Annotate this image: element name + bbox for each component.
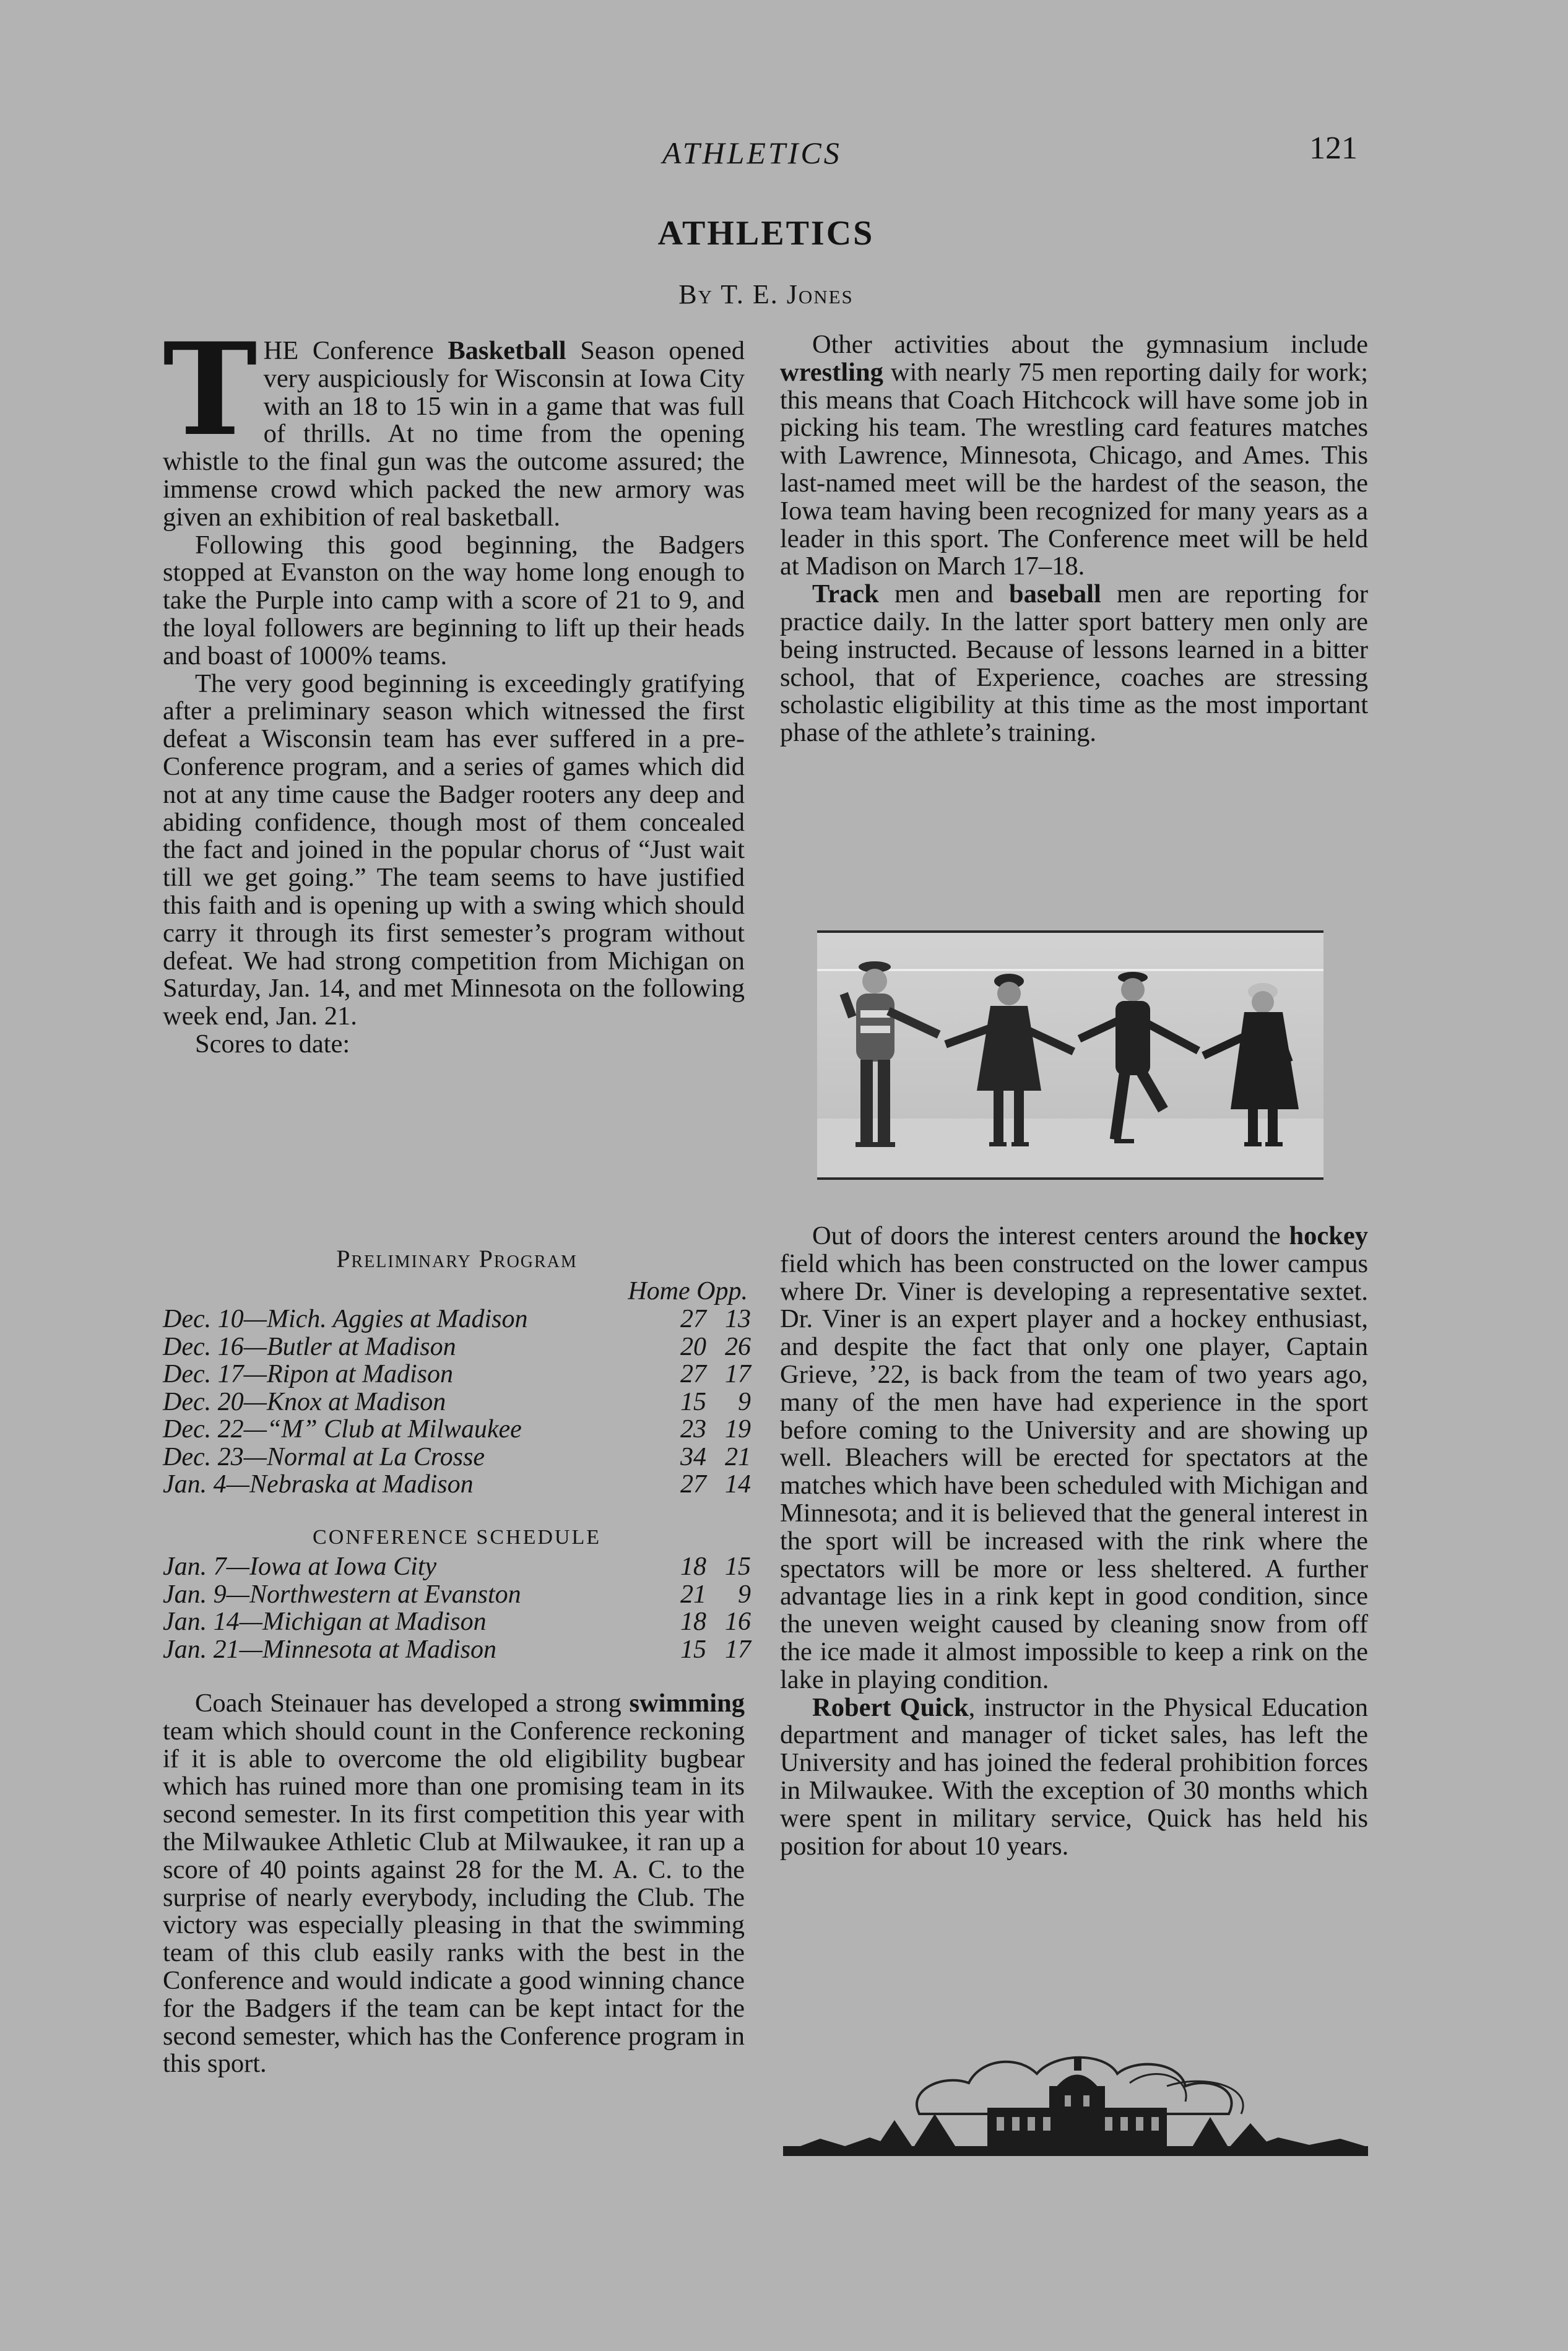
running-header: ATHLETICS [662, 136, 842, 170]
hockey-lead: Out of doors the interest centers around the [812, 1221, 1289, 1250]
schedule-row [163, 1305, 751, 1333]
basketball-paragraph-3: The very good beginning is exceedingly gratifying after a preliminary season which witnessed the first defeat a Wisconsin team has ever suffered in a pre-Conference program, and a series of games which did not at any time cause the Badger rooters any deep and abiding confidence, though most of them concealed the fact and joined in the popular chorus of “Just wait till we get going.” The team seems to have justified this faith and is opening up with a swing which should carry it through its first semester’s program without defeat. We had strong competition from Michigan on Saturday, Jan. 14, and met Minnesota on the following week end, Jan. 21. [163, 669, 745, 1031]
hockey-body: field which has been constructed on the lower campus where Dr. Viner is developing a representative sextet. Dr. Viner is an expert player and a hockey enthusiast, and despite the fact that only one player, Captain Grieve, ’22, is back from the team of two years ago, many of the men have had experience in the sport before coming to the University and are showing up well. Bleachers will be erected for spectators at the matches which have been scheduled with Michigan and Minnesota; and it is believed that the general interest in the sport will be increased with the rink where the spectators will be more or less sheltered. A further advantage lies in a rink kept in good condition, since the uneven weight caused by cleaning snow from off the ice made it almost impossible to keep a rink on the lake in playing condition. [780, 1249, 1368, 1694]
conference-schedule-rows [163, 1553, 751, 1663]
home-score: 21 [680, 1580, 706, 1609]
left-column-swimming [163, 1690, 745, 2078]
game-description: Dec. 16—Butler at Madison [163, 1332, 456, 1361]
preliminary-program-table [163, 1244, 751, 1499]
swimming-keyword: swimming [629, 1689, 745, 1718]
game-description: Jan. 21—Minnesota at Madison [163, 1635, 496, 1664]
robert-quick-name: Robert Quick [812, 1692, 969, 1722]
opp-score: 15 [725, 1552, 751, 1581]
opp-score: 13 [725, 1305, 751, 1333]
opp-score: 21 [725, 1442, 751, 1471]
scores-intro: Scores to date: [195, 1029, 350, 1059]
opp-score: 14 [725, 1470, 751, 1499]
home-score: 34 [680, 1442, 706, 1471]
game-description: Dec. 22—“M” Club at Milwaukee [163, 1415, 522, 1444]
schedule-row [163, 1388, 751, 1416]
opp-column-header: Opp. [696, 1277, 748, 1305]
baseball-keyword: baseball [1008, 579, 1101, 609]
byline-name: T. E. Jones [721, 279, 854, 310]
preliminary-program-title: Preliminary Program [336, 1245, 578, 1273]
byline-prefix: By [678, 279, 713, 310]
swimming-lead: Coach Steinauer has developed a strong [195, 1689, 630, 1718]
schedule-row [163, 1361, 751, 1388]
swimming-paragraph [163, 1690, 745, 2078]
basketball-p1-lead: HE Conference [263, 336, 448, 365]
schedule-row [163, 1608, 751, 1636]
wrestling-lead: Other activities about the gymnasium include [812, 330, 1368, 359]
game-description: Dec. 23—Normal at La Crosse [163, 1442, 485, 1471]
wrestling-paragraph [780, 331, 1368, 581]
basketball-p1-body: Season opened very auspiciously for Wisconsin at Iowa City with an 18 to 15 win in a game that was full of thrills. At no time from the opening whistle to the final gun was the outcome assured; the immense crowd which packed the new armory was given an exhibition of real basketball. [163, 336, 745, 532]
home-score: 18 [680, 1608, 706, 1636]
home-score: 18 [680, 1552, 706, 1581]
campus-building-vignette [783, 2040, 1368, 2163]
opp-score: 16 [725, 1608, 751, 1636]
hockey-keyword: hockey [1289, 1221, 1368, 1250]
robert-quick-paragraph [780, 1694, 1368, 1861]
game-description: Dec. 20—Knox at Madison [163, 1387, 446, 1416]
game-description: Jan. 4—Nebraska at Madison [163, 1470, 474, 1499]
basketball-keyword: Basketball [448, 336, 566, 365]
right-column-upper [780, 331, 1368, 747]
swimming-body: team which should count in the Conference reckoning if it is able to overcome the old eligibility bugbear which has ruined more than one promising team in its second semester. In its first competition this year with the Milwaukee Athletic Club at Milwaukee, it ran up a score of 40 points against 28 for the M. A. C. to the surprise of nearly everybody, including the Club. The victory was especially pleasing in that the swimming team of this club easily ranks with the best in the Conference and would indicate a good winning chance for the Badgers if the team can be kept intact for the second semester, which has the Conference program in this sport. [163, 1716, 745, 2079]
byline [0, 279, 1532, 310]
schedule-row [163, 1416, 751, 1444]
home-score: 27 [680, 1305, 706, 1333]
basketball-paragraph-1 [163, 316, 745, 532]
home-column-header: Home [628, 1277, 690, 1305]
skaters-photo [817, 930, 1323, 1180]
hockey-paragraph [780, 1223, 1368, 1694]
preliminary-program-rows [163, 1305, 751, 1499]
track-keyword: Track [812, 579, 879, 609]
game-description: Dec. 17—Ripon at Madison [163, 1360, 453, 1388]
article-title: ATHLETICS [657, 214, 875, 253]
basketball-paragraph-2: Following this good beginning, the Badgers stopped at Evanston on the way home long enough to take the Purple into camp with a score of 21 to 9, and the loyal followers are beginning to lift up their heads and boast of 1000% teams. [163, 530, 745, 670]
right-column-lower [780, 1223, 1368, 1860]
home-score: 27 [680, 1470, 706, 1499]
conference-schedule-title: CONFERENCE SCHEDULE [313, 1526, 601, 1549]
schedule-row [163, 1333, 751, 1361]
home-score: 15 [680, 1387, 706, 1416]
game-description: Dec. 10—Mich. Aggies at Madison [163, 1305, 528, 1333]
robert-quick-body: , instructor in the Physical Education department and manager of ticket sales, has left the University and has joined the federal prohibition forces in Milwaukee. With the exception of 30 months which were spent in military service, Quick has held his position for about 10 years. [780, 1692, 1369, 1861]
conference-schedule-table [163, 1526, 751, 1663]
score-column-headers [163, 1277, 751, 1305]
game-description: Jan. 7—Iowa at Iowa City [163, 1552, 437, 1581]
opp-score: 19 [725, 1415, 751, 1444]
page-number: 121 [1309, 131, 1358, 166]
campus-building-icon [783, 2040, 1368, 2163]
opp-score: 26 [725, 1332, 751, 1361]
opp-score: 9 [738, 1387, 751, 1416]
game-description: Jan. 14—Michigan at Madison [163, 1608, 487, 1636]
schedule-row [163, 1444, 751, 1471]
wrestling-body: with nearly 75 men reporting daily for work; this means that Coach Hitchcock will have some job in picking his team. The wrestling card features matches with Lawrence, Minnesota, Chicago, and Ames. This last-named meet will be the hardest of the season, the Iowa team having been recognized for many years as a leader in this sport. The Conference meet will be held at Madison on March 17–18. [780, 357, 1368, 581]
schedule-row [163, 1471, 751, 1499]
drop-cap: T [163, 316, 258, 464]
schedule-row [163, 1581, 751, 1609]
left-column-basketball [163, 316, 745, 1059]
track-connector: men and [878, 579, 1009, 609]
home-score: 27 [680, 1360, 706, 1388]
wrestling-keyword: wrestling [780, 357, 883, 387]
schedule-row [163, 1553, 751, 1581]
home-score: 23 [680, 1415, 706, 1444]
skaters-illustration [817, 933, 1323, 1177]
track-paragraph [780, 581, 1368, 747]
opp-score: 17 [725, 1635, 751, 1664]
schedule-row [163, 1636, 751, 1664]
home-score: 15 [680, 1635, 706, 1664]
game-description: Jan. 9—Northwestern at Evanston [163, 1580, 521, 1609]
track-body: men are reporting for practice daily. In the latter sport battery men only are being instructed. Because of lessons learned in a bitter school, that of Experience, coaches are stressing scholastic eligibility at this time as the most important phase of the athlete’s training. [780, 579, 1368, 748]
opp-score: 9 [738, 1580, 751, 1609]
home-score: 20 [680, 1332, 706, 1361]
opp-score: 17 [725, 1360, 751, 1388]
